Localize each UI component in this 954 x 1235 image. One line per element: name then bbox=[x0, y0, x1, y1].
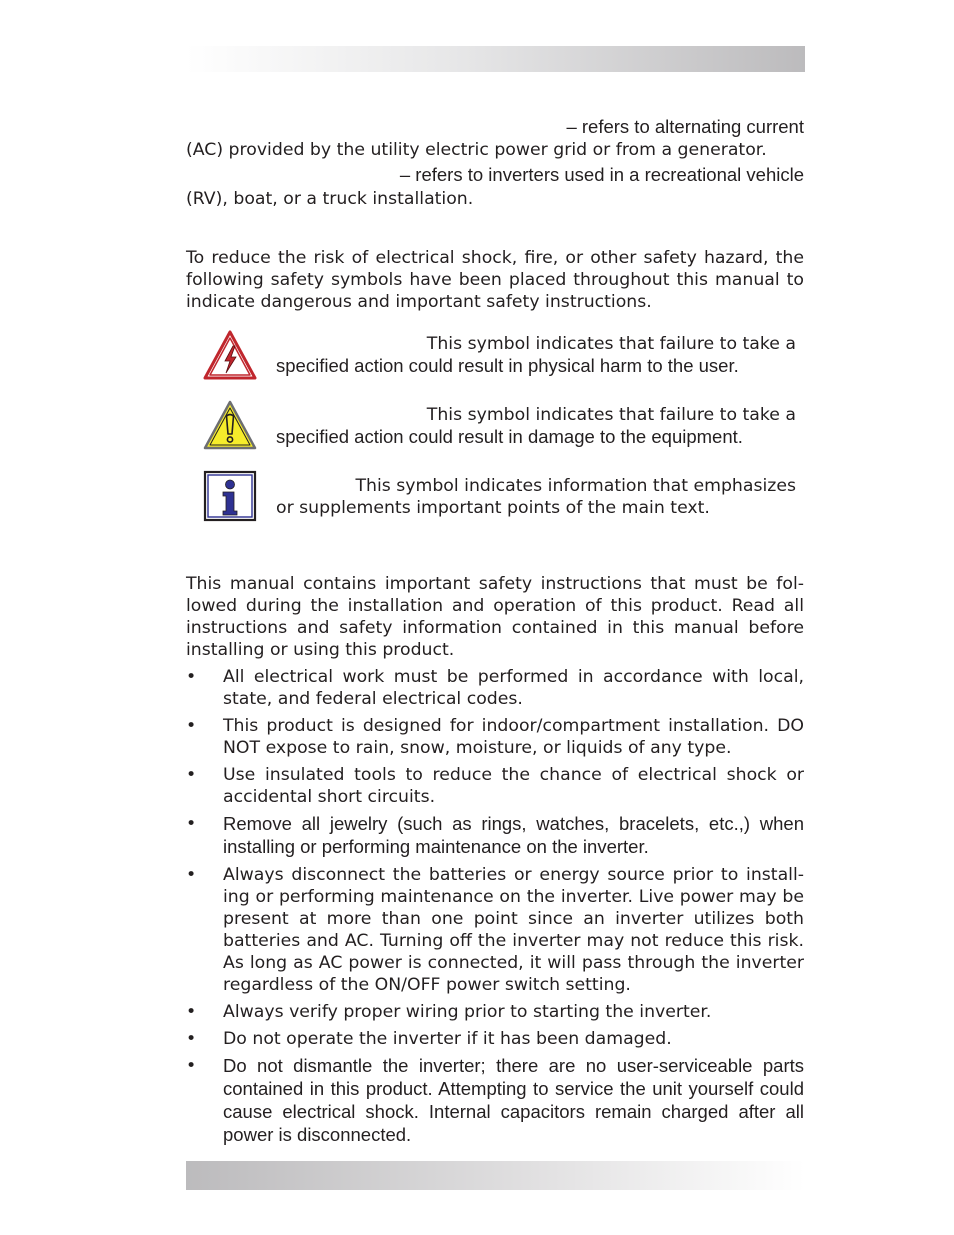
definition-ac-line1: – refers to alternating current bbox=[566, 116, 804, 137]
bullet-icon: • bbox=[186, 1002, 197, 1022]
list-item-text: Always verify proper wiring prior to starting the inverter. bbox=[223, 1002, 712, 1022]
list-item bbox=[186, 1001, 804, 1023]
safety-instructions-paragraph: This manual contains important safety instructions that must be fol-lowed during the installation and operation of this product. Read all instructions and safety information contained in this manual before installing or using this product. bbox=[186, 574, 804, 660]
header-bar bbox=[186, 46, 805, 72]
safety-bullet-list bbox=[186, 666, 804, 1152]
list-item bbox=[186, 1028, 804, 1050]
info-icon bbox=[202, 470, 258, 522]
list-item-text: All electrical work must be performed in accordance with local, state, and federal electrical codes. bbox=[223, 667, 804, 709]
bullet-icon: • bbox=[186, 667, 197, 687]
definition-mobile-line1: – refers to inverters used in a recreational vehicle bbox=[399, 164, 804, 185]
warning-description-line1: This symbol indicates that failure to take a bbox=[426, 334, 796, 354]
list-item-text: Do not dismantle the inverter; there are no user-serviceable parts contained in this product. Attempting to service the unit yourself could cause electrical shock. Internal capacitors remain charged after all power is disconnected. bbox=[223, 1055, 804, 1145]
list-item bbox=[186, 715, 804, 759]
symbols-intro-paragraph: To reduce the risk of electrical shock, fire, or other safety hazard, the following safety symbols have been placed throughout this manual to indicate dangerous and important safety instructions. bbox=[186, 248, 804, 312]
list-item-text: Use insulated tools to reduce the chance of electrical shock or accidental short circuits. bbox=[223, 765, 804, 807]
list-item bbox=[186, 764, 804, 808]
warning-description-line2: specified action could result in physical harm to the user. bbox=[276, 355, 739, 376]
list-item-text: Do not operate the inverter if it has been damaged. bbox=[223, 1029, 672, 1049]
caution-description-line1: This symbol indicates that failure to take a bbox=[426, 405, 796, 425]
list-item-text: Always disconnect the batteries or energy source prior to install-ing or performing maintenance on the inverter. Live power may be present at more than one point since an inverter utilizes both batteries and AC. Turning off the inverter may not reduce this risk. As long as AC power is connected, it will pass through the inverter regardless of the ON/OFF power switch setting. bbox=[223, 865, 804, 995]
footer-bar bbox=[186, 1161, 805, 1190]
bullet-icon: • bbox=[186, 814, 197, 834]
list-item bbox=[186, 864, 804, 996]
bullet-icon: • bbox=[186, 865, 197, 885]
warning-electrical-icon bbox=[202, 329, 258, 381]
list-item bbox=[186, 813, 804, 859]
bullet-icon: • bbox=[186, 716, 197, 736]
list-item bbox=[186, 1055, 804, 1147]
caution-description-line2: specified action could result in damage to the equipment. bbox=[276, 426, 743, 447]
list-item bbox=[186, 666, 804, 710]
info-description-line1: This symbol indicates information that emphasizes bbox=[355, 476, 796, 496]
list-item-text: This product is designed for indoor/compartment installation. DO NOT expose to rain, snow, moisture, or liquids of any type. bbox=[223, 716, 804, 758]
caution-icon bbox=[202, 399, 258, 451]
definition-mobile-line2: (RV), boat, or a truck installation. bbox=[186, 189, 474, 209]
bullet-icon: • bbox=[186, 765, 197, 785]
bullet-icon: • bbox=[186, 1056, 197, 1076]
bullet-icon: • bbox=[186, 1029, 197, 1049]
warning-description bbox=[276, 333, 796, 377]
caution-description bbox=[276, 404, 796, 448]
definition-ac-line2: (AC) provided by the utility electric power grid or from a generator. bbox=[186, 140, 767, 160]
list-item-text: Remove all jewelry (such as rings, watches, bracelets, etc.,) when installing or performing maintenance on the inverter. bbox=[223, 813, 804, 857]
info-description bbox=[276, 475, 796, 519]
info-description-line2: or supplements important points of the main text. bbox=[276, 498, 710, 518]
